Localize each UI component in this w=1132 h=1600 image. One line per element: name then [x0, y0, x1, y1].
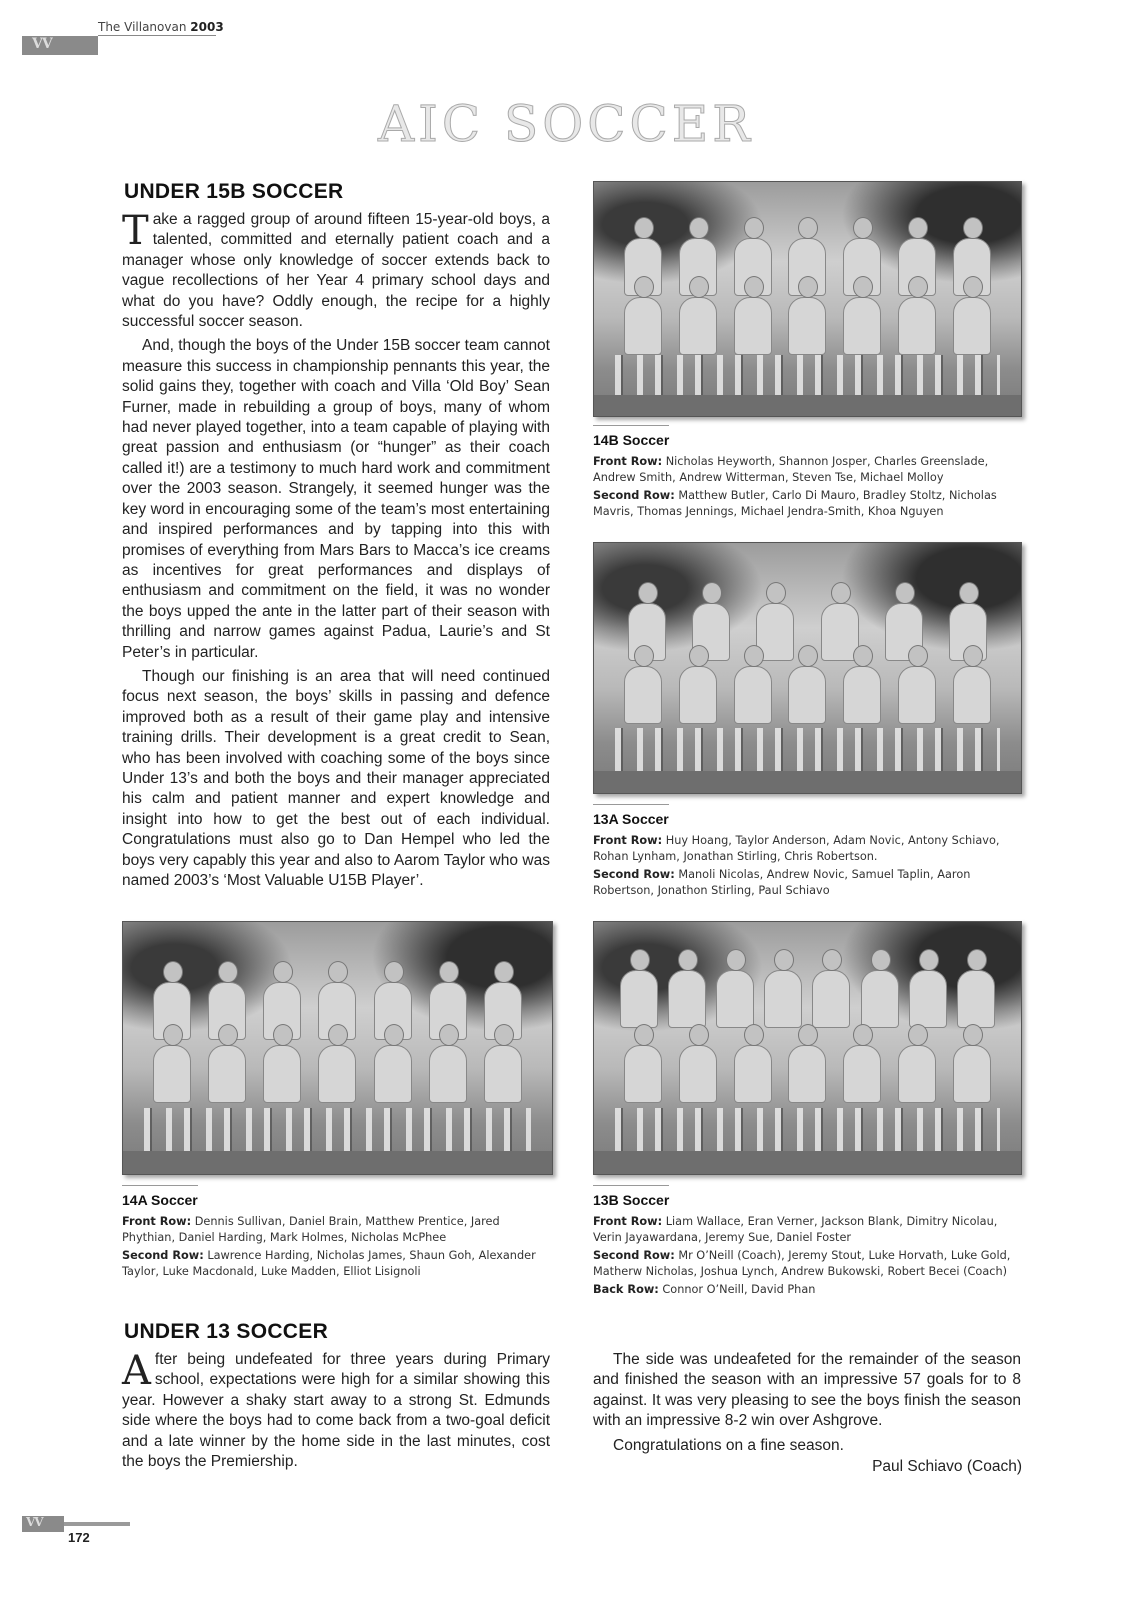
- u15b-body: [122, 210, 550, 891]
- u13-body-right: [593, 1350, 1021, 1456]
- caption-title: 14B Soccer: [593, 432, 670, 448]
- u15b-paragraph-2: And, though the boys of the Under 15B soccer team cannot measure this success in championship pennants this year, the solid gains they, together with coach and Villa ‘Old Boy’ Sean Furner, made in rebuilding a group of boys, many of whom had never played together, into a team capable of playing with great passion and enthusiasm (or “hunger” as their coach called it!) are a testimony to much hard work and commitment over the 2003 season. Strangely, it seemed hunger was the key word in encouraging some of the team’s most entertaining and inspired performances and by tapping into this with promises of everything from Mars Bars to Macca’s ice creams as incentives for great performances and displays of enthusiasm and commitment on the field, it was no wonder the boys upped the ante in the latter part of their season with thrilling and narrow games against Padua, Laurie’s and St Peter’s in particular.: [122, 337, 550, 661]
- header-rule: [98, 35, 216, 36]
- front-row-label: Front Row:: [593, 834, 663, 847]
- page-number: 172: [68, 1530, 90, 1545]
- u15b-paragraph-3: Though our finishing is an area that will need continued focus next season, the boys’ skills in passing and defence improved both as a result of their game play and intensive training drills. Their development is a great credit to Sean, who has been involved with coaching some of the boys since Under 13’s and both the boys and their manager appreciated his calm and patient manner and expert knowledge and insight into how to get the best out of each individual. Congratulations must also go to Dan Hempel who led the boys very capably this year and also to Aarom Taylor who was named 2003’s ‘Most Valuable U15B Player’.: [122, 667, 550, 889]
- front-row: [593, 454, 1013, 485]
- team-photo-14a: [122, 921, 553, 1175]
- caption-title: 13B Soccer: [593, 1192, 670, 1208]
- second-row-names: Manoli Nicolas, Andrew Novic, Samuel Taplin, Aaron Robertson, Jonathon Stirling, Paul Schiavo: [593, 868, 971, 897]
- second-row-label: Second Row:: [593, 868, 675, 882]
- front-row: [122, 1214, 552, 1245]
- caption-13b: [593, 1185, 1013, 1301]
- front-row-names: Dennis Sullivan, Daniel Brain, Matthew Prentice, Jared Phythian, Daniel Harding, Mark Holmes, Nicholas McPhee: [122, 1215, 500, 1244]
- front-row-label: Front Row:: [122, 1215, 192, 1228]
- publication-year: 2003: [190, 20, 224, 34]
- caption-13a: [593, 804, 1013, 901]
- caption-title: 14A Soccer: [122, 1192, 198, 1208]
- u15b-heading: UNDER 15B SOCCER: [124, 180, 344, 203]
- u13-body-left: [122, 1350, 550, 1472]
- caption-rule: [593, 1185, 669, 1186]
- u15b-paragraph-1: [122, 210, 550, 332]
- back-row-label: Back Row:: [593, 1283, 659, 1297]
- u13-paragraph-1: [122, 1350, 550, 1472]
- team-photo-13b: [593, 921, 1022, 1175]
- second-row-label: Second Row:: [593, 1249, 675, 1263]
- section-title: AIC SOCCER: [378, 95, 754, 153]
- header-logo: [22, 36, 98, 55]
- front-row: [593, 1214, 1013, 1245]
- coach-signoff: Paul Schiavo (Coach): [872, 1458, 1022, 1475]
- back-row: [593, 1282, 1013, 1298]
- u13-paragraph-1-text: fter being undefeated for three years during Primary school, expectations were high for a similar showing this year. However a shaky start away to a strong St. Edmunds side where the boys had to come back from a two-goal deficit and a late winner by the home side in the last minutes, cost the boys the Premiership.: [122, 1351, 550, 1471]
- second-row-names: Lawrence Harding, Nicholas James, Shaun Goh, Alexander Taylor, Luke Macdonald, Luke Madden, Elliot Lisignoli: [122, 1249, 536, 1278]
- front-row-names: Liam Wallace, Eran Verner, Jackson Blank, Dimitry Nicolau, Verin Jayawardana, Jeremy Sue, Daniel Foster: [593, 1215, 998, 1244]
- caption-rule: [593, 804, 669, 805]
- caption-14a: [122, 1185, 552, 1282]
- caption-rule: [593, 425, 669, 426]
- front-row-names: Huy Hoang, Taylor Anderson, Adam Novic, Antony Schiavo, Rohan Lynham, Jonathan Stirling, Chris Robertson.: [593, 834, 1000, 863]
- running-head: [98, 20, 224, 34]
- team-photo-14b: [593, 181, 1022, 417]
- back-row-names: Connor O’Neill, David Phan: [662, 1283, 816, 1297]
- u13-paragraph-3: Congratulations on a fine season.: [613, 1436, 844, 1454]
- second-row-label: Second Row:: [122, 1249, 204, 1263]
- second-row: [593, 867, 1013, 898]
- front-row-names: Nicholas Heyworth, Shannon Josper, Charles Greenslade, Andrew Smith, Andrew Witterman, Steven Tse, Michael Molloy: [593, 455, 989, 484]
- header-logo-text: VV: [32, 36, 52, 52]
- footer-logo: [22, 1516, 64, 1532]
- second-row-label: Second Row:: [593, 489, 675, 503]
- u15b-dropcap: T: [122, 208, 149, 254]
- second-row-names: Matthew Butler, Carlo Di Mauro, Bradley Stoltz, Nicholas Mavris, Thomas Jennings, Michael Jendra-Smith, Khoa Nguyen: [593, 489, 997, 518]
- second-row: [593, 488, 1013, 519]
- u13-dropcap: A: [122, 1348, 151, 1394]
- second-row-names: Mr O’Neill (Coach), Jeremy Stout, Luke Horvath, Luke Gold, Matherw Nicholas, Joshua Lynch, Andrew Bukowski, Robert Becei (Coach): [593, 1249, 1011, 1278]
- front-row-label: Front Row:: [593, 1215, 663, 1228]
- caption-rule: [122, 1185, 198, 1186]
- team-photo-13a: [593, 542, 1022, 794]
- front-row: [593, 833, 1013, 864]
- front-row-label: Front Row:: [593, 455, 663, 468]
- footer-rule: [64, 1522, 130, 1526]
- second-row: [122, 1248, 552, 1279]
- footer-logo-text: VV: [26, 1515, 43, 1529]
- caption-title: 13A Soccer: [593, 811, 669, 827]
- u13-paragraph-2: The side was undeafeted for the remainder of the season and finished the season with an impressive 57 goals for to 8 against. It was very pleasing to see the boys finish the season with an impressive 8-2 win over Ashgrove.: [593, 1351, 1021, 1430]
- u13-heading: UNDER 13 SOCCER: [124, 1320, 329, 1343]
- u15b-paragraph-1-text: ake a ragged group of around fifteen 15-year-old boys, a talented, committed and eternally patient coach and a manager whose only knowledge of soccer extends back to vague recollections of her Year 4 primary school days and what do you have? Oddly enough, the recipe for a highly successful soccer season.: [122, 211, 550, 331]
- publication-name: The Villanovan: [98, 20, 187, 34]
- second-row: [593, 1248, 1013, 1279]
- caption-14b: [593, 425, 1013, 522]
